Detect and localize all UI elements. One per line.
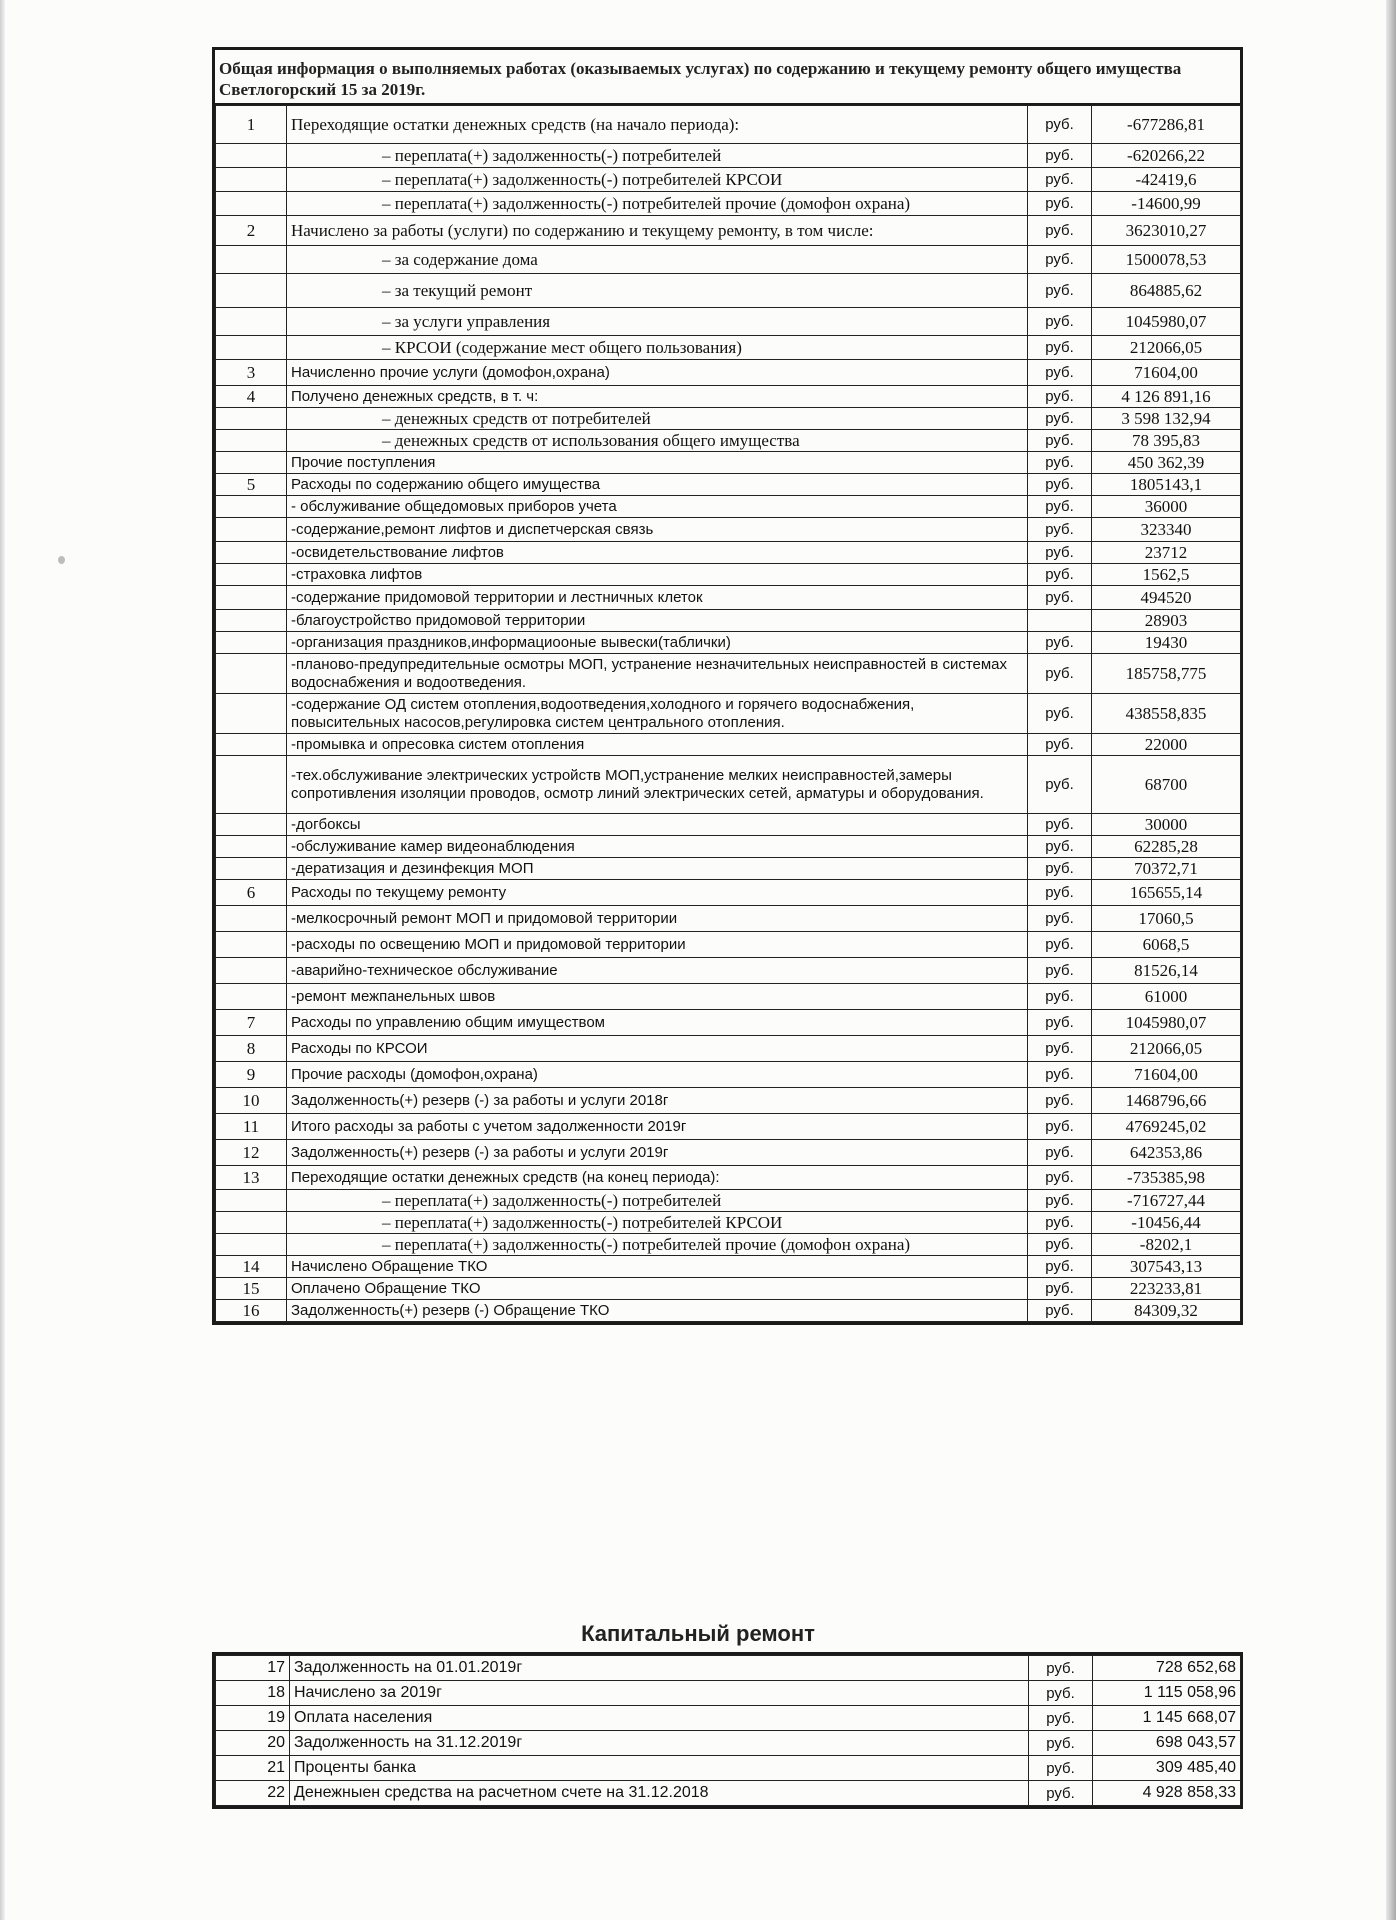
row-value: 642353,86 bbox=[1092, 1140, 1241, 1166]
table-row bbox=[216, 360, 1241, 386]
row-number bbox=[216, 336, 287, 360]
row-description: -ремонт межпанельных швов bbox=[287, 984, 1028, 1010]
row-unit: руб. bbox=[1028, 1256, 1092, 1278]
row-description: Расходы по управлению общим имуществом bbox=[287, 1010, 1028, 1036]
row-value: 494520 bbox=[1092, 586, 1241, 610]
table-row bbox=[216, 474, 1241, 496]
row-value: -8202,1 bbox=[1092, 1234, 1241, 1256]
row-description: -страховка лифтов bbox=[287, 564, 1028, 586]
row-description: -тех.обслуживание электрических устройств МОП,устранение мелких неисправностей,замеры сопротивления изоляции проводов, осмотр линий электрических сетей, арматуры и оборудования. bbox=[287, 756, 1028, 814]
row-unit: руб. bbox=[1028, 1166, 1092, 1190]
row-number: 7 bbox=[216, 1010, 287, 1036]
table-row bbox=[216, 1278, 1241, 1300]
row-unit: руб. bbox=[1028, 1300, 1092, 1322]
row-value: 78 395,83 bbox=[1092, 430, 1241, 452]
row-number: 6 bbox=[216, 880, 287, 906]
row-value: 3 598 132,94 bbox=[1092, 408, 1241, 430]
table-row bbox=[216, 734, 1241, 756]
row-value: 323340 bbox=[1092, 518, 1241, 542]
capital-row-unit: руб. bbox=[1029, 1781, 1093, 1806]
row-number: 15 bbox=[216, 1278, 287, 1300]
row-number bbox=[216, 814, 287, 836]
table-row bbox=[216, 308, 1241, 336]
table-row bbox=[216, 958, 1241, 984]
row-number: 3 bbox=[216, 360, 287, 386]
capital-row-description: Оплата населения bbox=[290, 1706, 1029, 1731]
row-description: – переплата(+) задолженность(-) потребителей КРСОИ bbox=[287, 1212, 1028, 1234]
capital-row-unit: руб. bbox=[1029, 1756, 1093, 1781]
row-number: 16 bbox=[216, 1300, 287, 1322]
table-row bbox=[216, 1114, 1241, 1140]
row-description: -догбоксы bbox=[287, 814, 1028, 836]
table-row bbox=[216, 274, 1241, 308]
capital-row-unit: руб. bbox=[1029, 1731, 1093, 1756]
row-unit bbox=[1028, 610, 1092, 632]
row-unit: руб. bbox=[1028, 542, 1092, 564]
table-row bbox=[216, 694, 1241, 734]
row-value: 71604,00 bbox=[1092, 360, 1241, 386]
table-row bbox=[216, 632, 1241, 654]
table-row bbox=[216, 564, 1241, 586]
report-title: Общая информация о выполняемых работах (оказываемых услугах) по содержанию и текущему ремонту общего имущества Светлогорский 15 за 2019г. bbox=[215, 50, 1240, 105]
row-value: 17060,5 bbox=[1092, 906, 1241, 932]
row-value: 70372,71 bbox=[1092, 858, 1241, 880]
table-row bbox=[216, 386, 1241, 408]
capital-repair-title: Капитальный ремонт bbox=[581, 1621, 815, 1646]
row-unit: руб. bbox=[1028, 1278, 1092, 1300]
row-description: -расходы по освещению МОП и придомовой территории bbox=[287, 932, 1028, 958]
row-description: – денежных средств от использования общего имущества bbox=[287, 430, 1028, 452]
row-description: Переходящие остатки денежных средств (на конец периода): bbox=[287, 1166, 1028, 1190]
table-row bbox=[216, 1300, 1241, 1322]
row-unit: руб. bbox=[1028, 518, 1092, 542]
table-row bbox=[216, 1166, 1241, 1190]
row-value: 19430 bbox=[1092, 632, 1241, 654]
table-row bbox=[216, 246, 1241, 274]
capital-row-description: Задолженность на 01.01.2019г bbox=[290, 1656, 1029, 1681]
row-number bbox=[216, 958, 287, 984]
row-unit: руб. bbox=[1028, 274, 1092, 308]
row-unit: руб. bbox=[1028, 246, 1092, 274]
row-description: – денежных средств от потребителей bbox=[287, 408, 1028, 430]
row-number bbox=[216, 408, 287, 430]
table-row bbox=[216, 216, 1241, 246]
row-value: 1500078,53 bbox=[1092, 246, 1241, 274]
row-description: Расходы по КРСОИ bbox=[287, 1036, 1028, 1062]
row-unit: руб. bbox=[1028, 756, 1092, 814]
capital-row-number: 18 bbox=[216, 1681, 290, 1706]
capital-row-description: Задолженность на 31.12.2019г bbox=[290, 1731, 1029, 1756]
row-description: -обслуживание камер видеонаблюдения bbox=[287, 836, 1028, 858]
row-number bbox=[216, 1234, 287, 1256]
row-number bbox=[216, 192, 287, 216]
row-value: 307543,13 bbox=[1092, 1256, 1241, 1278]
row-number bbox=[216, 654, 287, 694]
capital-row bbox=[216, 1656, 1241, 1681]
capital-row bbox=[216, 1781, 1241, 1806]
table-row bbox=[216, 518, 1241, 542]
row-description: -содержание придомовой территории и лестничных клеток bbox=[287, 586, 1028, 610]
row-unit: руб. bbox=[1028, 1036, 1092, 1062]
row-unit: руб. bbox=[1028, 932, 1092, 958]
row-number bbox=[216, 984, 287, 1010]
table-row bbox=[216, 452, 1241, 474]
table-row bbox=[216, 144, 1241, 168]
capital-repair-table bbox=[212, 1652, 1243, 1809]
row-unit: руб. bbox=[1028, 474, 1092, 496]
capital-row-number: 22 bbox=[216, 1781, 290, 1806]
row-value: 62285,28 bbox=[1092, 836, 1241, 858]
report-table bbox=[212, 47, 1243, 1325]
row-number: 10 bbox=[216, 1088, 287, 1114]
row-unit: руб. bbox=[1028, 958, 1092, 984]
table-row bbox=[216, 542, 1241, 564]
row-unit: руб. bbox=[1028, 144, 1092, 168]
row-description: -планово-предупредительные осмотры МОП, устранение незначительных неисправностей в системах водоснабжения и водоотведения. bbox=[287, 654, 1028, 694]
row-number bbox=[216, 168, 287, 192]
table-row bbox=[216, 586, 1241, 610]
capital-row-unit: руб. bbox=[1029, 1681, 1093, 1706]
row-unit: руб. bbox=[1028, 408, 1092, 430]
row-description: -содержание,ремонт лифтов и диспетчерская связь bbox=[287, 518, 1028, 542]
row-value: 1468796,66 bbox=[1092, 1088, 1241, 1114]
row-description: Прочие поступления bbox=[287, 452, 1028, 474]
row-value: -735385,98 bbox=[1092, 1166, 1241, 1190]
row-description: Начисленно прочие услуги (домофон,охрана) bbox=[287, 360, 1028, 386]
capital-row-unit: руб. bbox=[1029, 1656, 1093, 1681]
row-description: – за содержание дома bbox=[287, 246, 1028, 274]
capital-row-value: 698 043,57 bbox=[1093, 1731, 1241, 1756]
row-unit: руб. bbox=[1028, 106, 1092, 144]
row-description: Итого расходы за работы с учетом задолженности 2019г bbox=[287, 1114, 1028, 1140]
table-row bbox=[216, 496, 1241, 518]
row-description: Получено денежных средств, в т. ч: bbox=[287, 386, 1028, 408]
table-row bbox=[216, 880, 1241, 906]
row-number bbox=[216, 308, 287, 336]
row-value: 1045980,07 bbox=[1092, 1010, 1241, 1036]
capital-row-number: 21 bbox=[216, 1756, 290, 1781]
row-value: 3623010,27 bbox=[1092, 216, 1241, 246]
table-row bbox=[216, 336, 1241, 360]
row-unit: руб. bbox=[1028, 496, 1092, 518]
row-number bbox=[216, 496, 287, 518]
table-row bbox=[216, 1036, 1241, 1062]
row-unit: руб. bbox=[1028, 192, 1092, 216]
row-value: -620266,22 bbox=[1092, 144, 1241, 168]
table-row bbox=[216, 168, 1241, 192]
row-description: – КРСОИ (содержание мест общего пользования) bbox=[287, 336, 1028, 360]
row-number bbox=[216, 542, 287, 564]
row-number: 8 bbox=[216, 1036, 287, 1062]
capital-row bbox=[216, 1681, 1241, 1706]
row-description: – переплата(+) задолженность(-) потребителей прочие (домофон охрана) bbox=[287, 1234, 1028, 1256]
row-description: Начислено Обращение ТКО bbox=[287, 1256, 1028, 1278]
row-value: 1562,5 bbox=[1092, 564, 1241, 586]
row-description: -промывка и опресовка систем отопления bbox=[287, 734, 1028, 756]
row-description: – за услуги управления bbox=[287, 308, 1028, 336]
row-value: 30000 bbox=[1092, 814, 1241, 836]
row-value: -677286,81 bbox=[1092, 106, 1241, 144]
row-unit: руб. bbox=[1028, 1088, 1092, 1114]
table-row bbox=[216, 1256, 1241, 1278]
table-row bbox=[216, 984, 1241, 1010]
row-unit: руб. bbox=[1028, 336, 1092, 360]
row-unit: руб. bbox=[1028, 1234, 1092, 1256]
row-value: 212066,05 bbox=[1092, 1036, 1241, 1062]
table-row bbox=[216, 1010, 1241, 1036]
row-unit: руб. bbox=[1028, 906, 1092, 932]
row-unit: руб. bbox=[1028, 586, 1092, 610]
capital-row bbox=[216, 1756, 1241, 1781]
table-row bbox=[216, 610, 1241, 632]
capital-row bbox=[216, 1731, 1241, 1756]
row-number bbox=[216, 694, 287, 734]
row-value: 23712 bbox=[1092, 542, 1241, 564]
row-value: 185758,775 bbox=[1092, 654, 1241, 694]
row-description: Переходящие остатки денежных средств (на начало периода): bbox=[287, 106, 1028, 144]
table-row bbox=[216, 932, 1241, 958]
capital-row bbox=[216, 1706, 1241, 1731]
capital-row-value: 1 145 668,07 bbox=[1093, 1706, 1241, 1731]
row-description: Задолженность(+) резерв (-) Обращение ТКО bbox=[287, 1300, 1028, 1322]
row-number bbox=[216, 836, 287, 858]
row-number: 13 bbox=[216, 1166, 287, 1190]
capital-row-value: 1 115 058,96 bbox=[1093, 1681, 1241, 1706]
row-unit: руб. bbox=[1028, 858, 1092, 880]
row-description: – переплата(+) задолженность(-) потребителей КРСОИ bbox=[287, 168, 1028, 192]
row-number: 1 bbox=[216, 106, 287, 144]
row-value: 6068,5 bbox=[1092, 932, 1241, 958]
row-unit: руб. bbox=[1028, 430, 1092, 452]
row-value: 28903 bbox=[1092, 610, 1241, 632]
capital-row-unit: руб. bbox=[1029, 1706, 1093, 1731]
row-unit: руб. bbox=[1028, 734, 1092, 756]
table-row bbox=[216, 1062, 1241, 1088]
row-number bbox=[216, 1190, 287, 1212]
row-number bbox=[216, 246, 287, 274]
row-number bbox=[216, 1212, 287, 1234]
capital-row-number: 19 bbox=[216, 1706, 290, 1731]
row-value: 1045980,07 bbox=[1092, 308, 1241, 336]
capital-row-value: 4 928 858,33 bbox=[1093, 1781, 1241, 1806]
table-row bbox=[216, 836, 1241, 858]
row-unit: руб. bbox=[1028, 880, 1092, 906]
row-description: -организация праздников,информациооные вывески(таблички) bbox=[287, 632, 1028, 654]
row-description: -освидетельствование лифтов bbox=[287, 542, 1028, 564]
table-row bbox=[216, 654, 1241, 694]
row-unit: руб. bbox=[1028, 694, 1092, 734]
row-value: 61000 bbox=[1092, 984, 1241, 1010]
capital-row-description: Начислено за 2019г bbox=[290, 1681, 1029, 1706]
row-description: – переплата(+) задолженность(-) потребителей bbox=[287, 144, 1028, 168]
capital-row-description: Проценты банка bbox=[290, 1756, 1029, 1781]
row-value: -10456,44 bbox=[1092, 1212, 1241, 1234]
row-value: 84309,32 bbox=[1092, 1300, 1241, 1322]
table-row bbox=[216, 858, 1241, 880]
row-number: 2 bbox=[216, 216, 287, 246]
row-unit: руб. bbox=[1028, 216, 1092, 246]
row-unit: руб. bbox=[1028, 168, 1092, 192]
row-description: -аварийно-техническое обслуживание bbox=[287, 958, 1028, 984]
row-unit: руб. bbox=[1028, 1062, 1092, 1088]
row-value: 81526,14 bbox=[1092, 958, 1241, 984]
table-row bbox=[216, 430, 1241, 452]
row-unit: руб. bbox=[1028, 632, 1092, 654]
row-unit: руб. bbox=[1028, 1114, 1092, 1140]
report-rows bbox=[215, 105, 1241, 1322]
row-unit: руб. bbox=[1028, 654, 1092, 694]
row-unit: руб. bbox=[1028, 1190, 1092, 1212]
row-value: 36000 bbox=[1092, 496, 1241, 518]
row-number: 5 bbox=[216, 474, 287, 496]
row-unit: руб. bbox=[1028, 564, 1092, 586]
row-value: -14600,99 bbox=[1092, 192, 1241, 216]
row-value: 4769245,02 bbox=[1092, 1114, 1241, 1140]
capital-row-description: Денежныен средства на расчетном счете на 31.12.2018 bbox=[290, 1781, 1029, 1806]
row-value: 864885,62 bbox=[1092, 274, 1241, 308]
row-number: 4 bbox=[216, 386, 287, 408]
row-value: -716727,44 bbox=[1092, 1190, 1241, 1212]
table-row bbox=[216, 1190, 1241, 1212]
table-row bbox=[216, 192, 1241, 216]
row-unit: руб. bbox=[1028, 1010, 1092, 1036]
row-unit: руб. bbox=[1028, 984, 1092, 1010]
row-description: Прочие расходы (домофон,охрана) bbox=[287, 1062, 1028, 1088]
row-number bbox=[216, 756, 287, 814]
table-row bbox=[216, 106, 1241, 144]
row-unit: руб. bbox=[1028, 1212, 1092, 1234]
row-description: Расходы по текущему ремонту bbox=[287, 880, 1028, 906]
row-number bbox=[216, 906, 287, 932]
row-number bbox=[216, 452, 287, 474]
row-number bbox=[216, 144, 287, 168]
row-description: -благоустройство придомовой территории bbox=[287, 610, 1028, 632]
row-number bbox=[216, 610, 287, 632]
row-number bbox=[216, 430, 287, 452]
capital-row-value: 728 652,68 bbox=[1093, 1656, 1241, 1681]
table-row bbox=[216, 1140, 1241, 1166]
capital-row-number: 20 bbox=[216, 1731, 290, 1756]
row-number bbox=[216, 518, 287, 542]
row-value: 22000 bbox=[1092, 734, 1241, 756]
row-description: Начислено за работы (услуги) по содержанию и текущему ремонту, в том числе: bbox=[287, 216, 1028, 246]
row-description: -мелкосрочный ремонт МОП и придомовой территории bbox=[287, 906, 1028, 932]
table-row bbox=[216, 1234, 1241, 1256]
capital-row-number: 17 bbox=[216, 1656, 290, 1681]
row-description: Расходы по содержанию общего имущества bbox=[287, 474, 1028, 496]
row-description: – за текущий ремонт bbox=[287, 274, 1028, 308]
row-description: Задолженность(+) резерв (-) за работы и услуги 2018г bbox=[287, 1088, 1028, 1114]
scan-speck bbox=[58, 556, 65, 564]
row-number bbox=[216, 858, 287, 880]
row-number bbox=[216, 932, 287, 958]
row-value: 212066,05 bbox=[1092, 336, 1241, 360]
row-unit: руб. bbox=[1028, 814, 1092, 836]
row-description: Оплачено Обращение ТКО bbox=[287, 1278, 1028, 1300]
row-number: 12 bbox=[216, 1140, 287, 1166]
row-value: 223233,81 bbox=[1092, 1278, 1241, 1300]
table-row bbox=[216, 814, 1241, 836]
table-row bbox=[216, 1212, 1241, 1234]
table-row bbox=[216, 1088, 1241, 1114]
row-number bbox=[216, 274, 287, 308]
row-number: 11 bbox=[216, 1114, 287, 1140]
row-description: -дератизация и дезинфекция МОП bbox=[287, 858, 1028, 880]
row-unit: руб. bbox=[1028, 452, 1092, 474]
row-number bbox=[216, 564, 287, 586]
row-unit: руб. bbox=[1028, 360, 1092, 386]
row-number: 14 bbox=[216, 1256, 287, 1278]
row-value: 450 362,39 bbox=[1092, 452, 1241, 474]
table-row bbox=[216, 906, 1241, 932]
row-number bbox=[216, 586, 287, 610]
row-description: -содержание ОД систем отопления,водоотведения,холодного и горячего водоснабжения, повысительных насосов,регулировка систем центрального отопления. bbox=[287, 694, 1028, 734]
row-description: – переплата(+) задолженность(-) потребителей прочие (домофон охрана) bbox=[287, 192, 1028, 216]
row-value: 68700 bbox=[1092, 756, 1241, 814]
capital-row-value: 309 485,40 bbox=[1093, 1756, 1241, 1781]
row-description: Задолженность(+) резерв (-) за работы и услуги 2019г bbox=[287, 1140, 1028, 1166]
row-number bbox=[216, 734, 287, 756]
row-value: 1805143,1 bbox=[1092, 474, 1241, 496]
row-value: 438558,835 bbox=[1092, 694, 1241, 734]
table-row bbox=[216, 756, 1241, 814]
row-value: 165655,14 bbox=[1092, 880, 1241, 906]
row-value: -42419,6 bbox=[1092, 168, 1241, 192]
row-unit: руб. bbox=[1028, 1140, 1092, 1166]
row-value: 71604,00 bbox=[1092, 1062, 1241, 1088]
row-description: – переплата(+) задолженность(-) потребителей bbox=[287, 1190, 1028, 1212]
row-number: 9 bbox=[216, 1062, 287, 1088]
row-unit: руб. bbox=[1028, 308, 1092, 336]
row-value: 4 126 891,16 bbox=[1092, 386, 1241, 408]
row-description: - обслуживание общедомовых приборов учета bbox=[287, 496, 1028, 518]
row-unit: руб. bbox=[1028, 836, 1092, 858]
row-number bbox=[216, 632, 287, 654]
table-row bbox=[216, 408, 1241, 430]
row-unit: руб. bbox=[1028, 386, 1092, 408]
